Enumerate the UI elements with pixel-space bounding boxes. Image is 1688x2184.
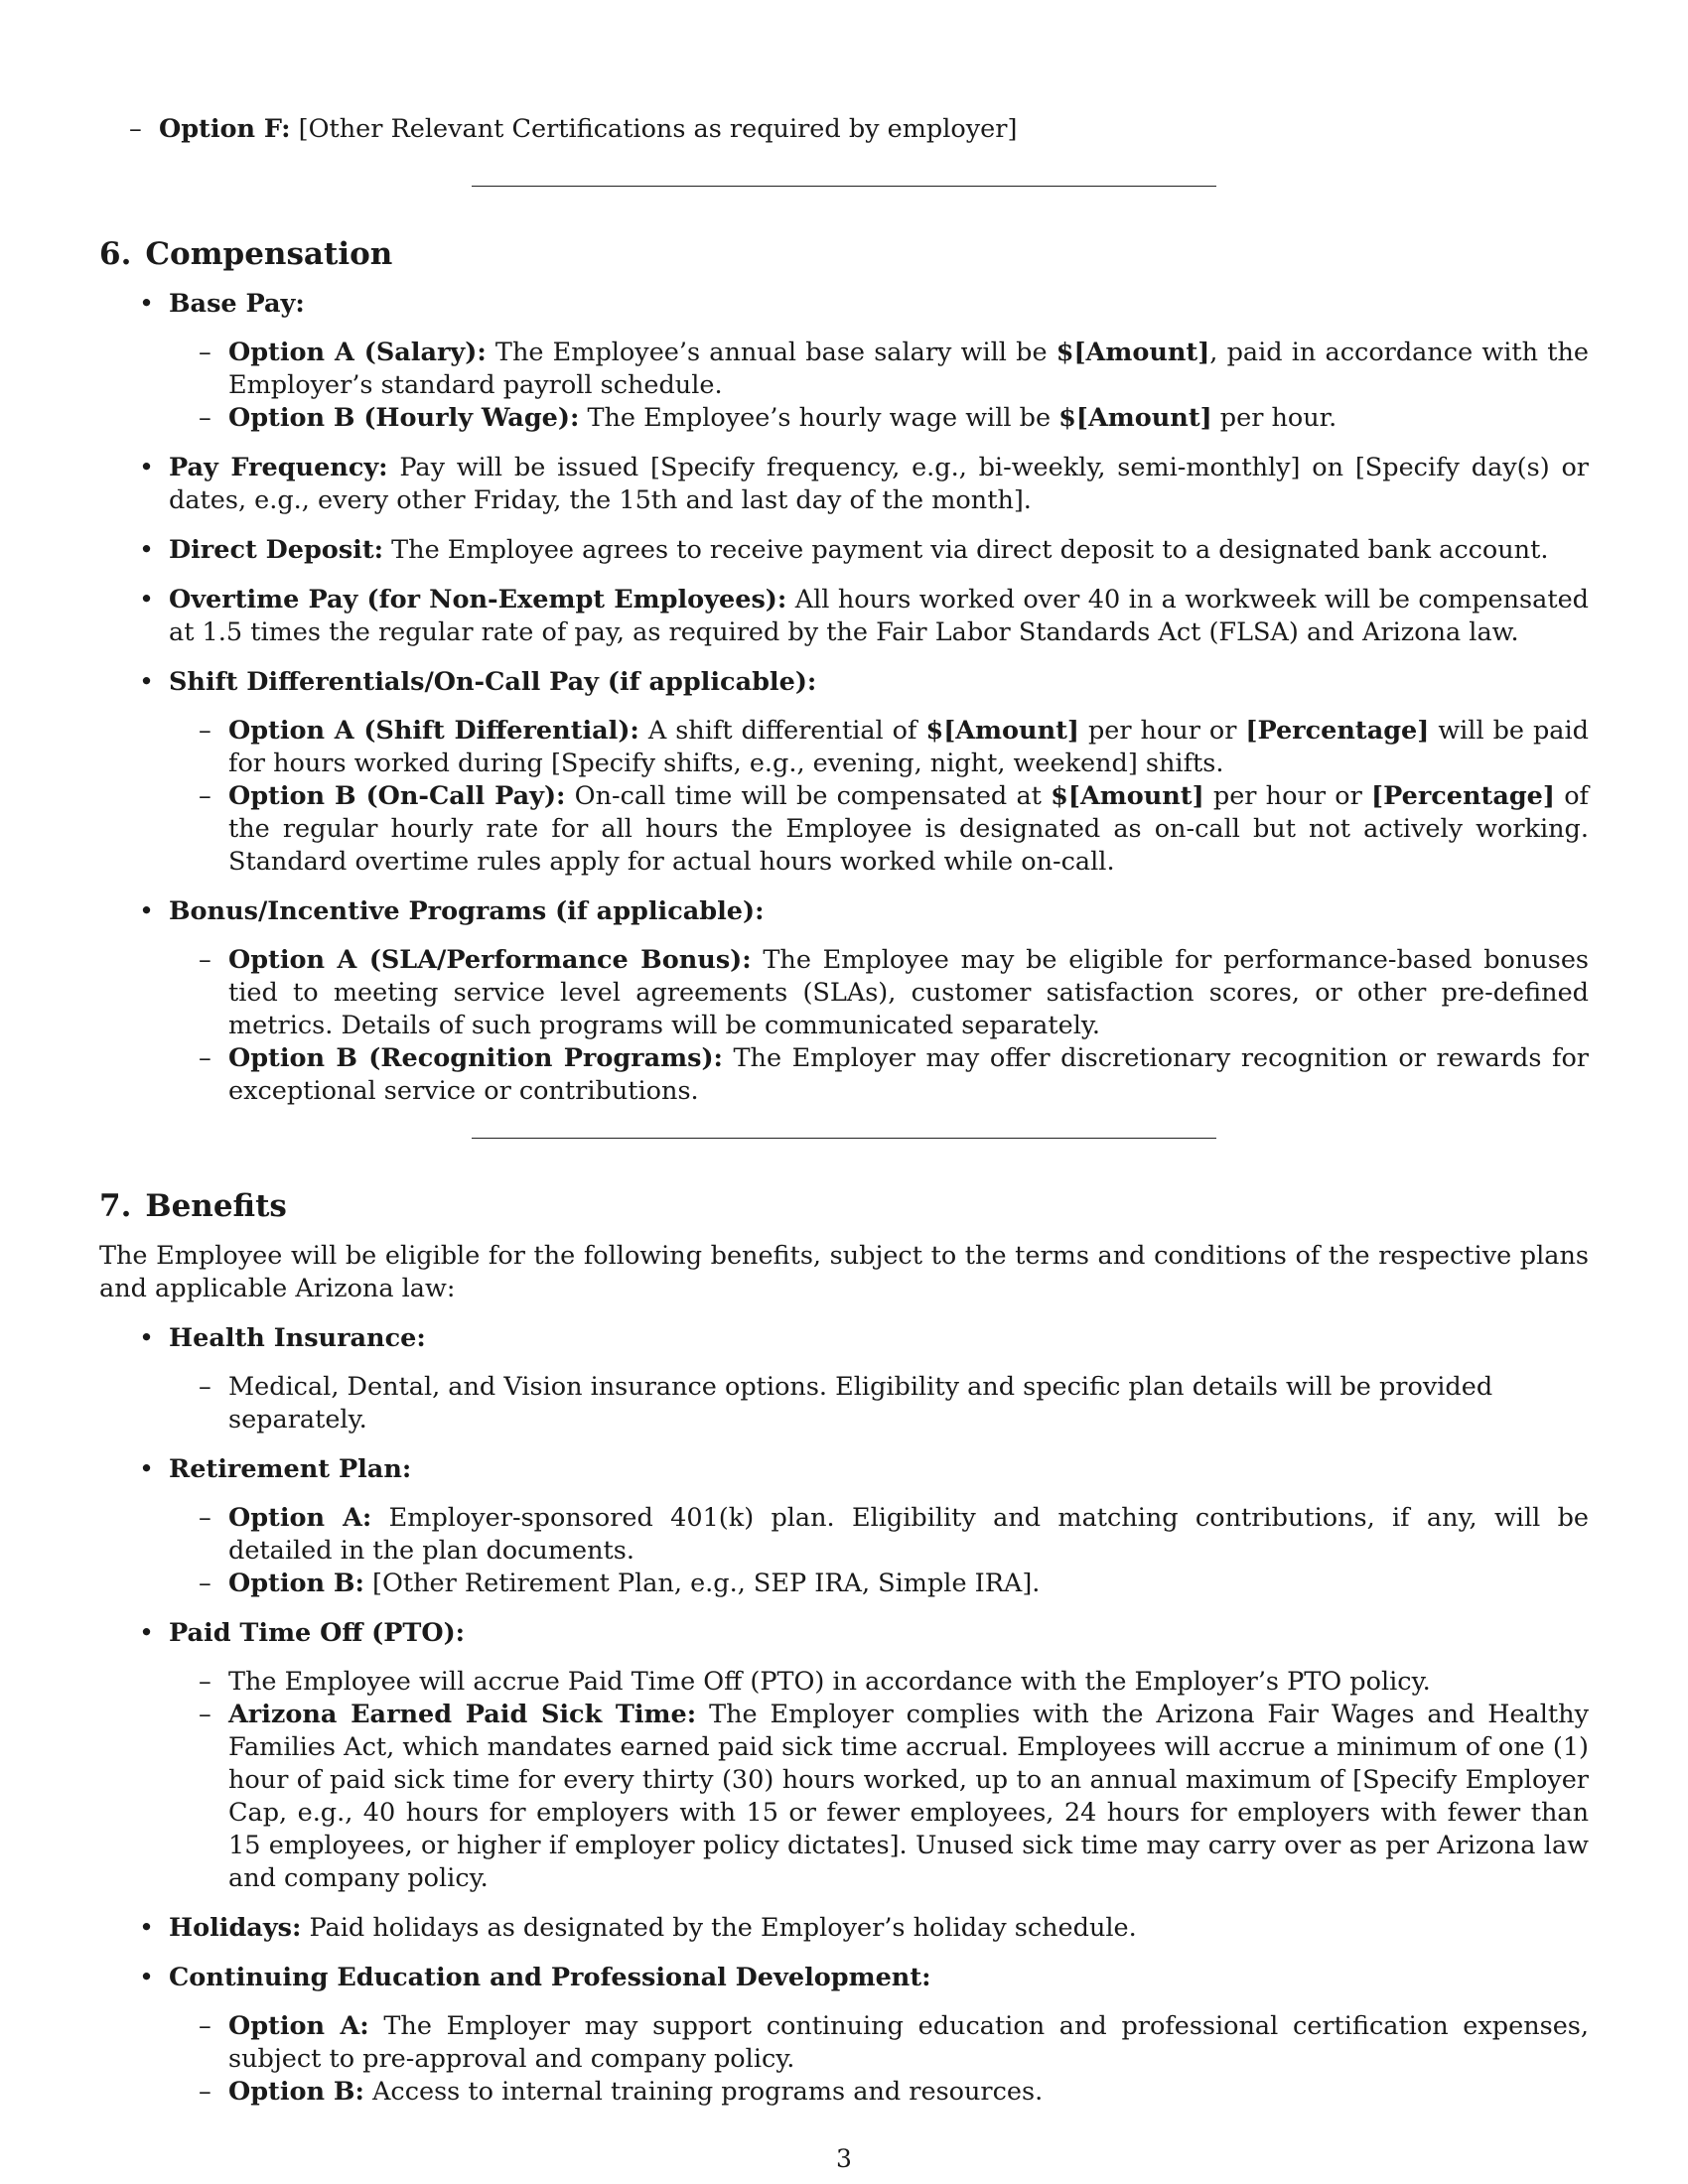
retirement-option-b: – Option B: [Other Retirement Plan, e.g., SEP IRA, Simple IRA].	[228, 1568, 1589, 1600]
document-page	[99, 97, 1589, 2125]
direct-deposit-item: • Direct Deposit: The Employee agrees to receive payment via direct deposit to a designated bank account.	[169, 534, 1589, 567]
section-divider	[472, 186, 1216, 187]
education-option-a: – Option A: The Employer may support continuing education and professional certification expenses, subject to pre-approval and company policy.	[228, 2010, 1589, 2076]
health-insurance-detail: – Medical, Dental, and Vision insurance options. Eligibility and specific plan details will be provided separately.	[228, 1371, 1589, 1436]
education-option-b: – Option B: Access to internal training programs and resources.	[228, 2076, 1589, 2109]
benefits-list	[99, 1322, 1589, 2109]
shift-option-b: – Option B (On-Call Pay): On-call time will be compensated at $[Amount] per hour or [Percentage] of the regular hourly rate for all hours the Employee is designated as on-call but not actively working. Standard overtime rules apply for actual hours worked while on-call.	[228, 780, 1589, 879]
shift-option-a: – Option A (Shift Differential): A shift differential of $[Amount] per hour or [Percentage] will be paid for hours worked during [Specify shifts, e.g., evening, night, weekend] shifts.	[228, 715, 1589, 780]
pto-accrual-detail: – The Employee will accrue Paid Time Off (PTO) in accordance with the Employer’s PTO policy.	[228, 1666, 1589, 1699]
paid-sick-time-detail: – Arizona Earned Paid Sick Time: The Employer complies with the Arizona Fair Wages and Healthy Families Act, which mandates earned paid sick time accrual. Employees will accrue a minimum of one (1) hour of paid sick time for every thirty (30) hours worked, up to an annual maximum of [Specify Employer Cap, e.g., 40 hours for employers with 15 or fewer employees, 24 hours for employers with fewer than 15 employees, or higher if employer policy dictates]. Unused sick time may carry over as per Arizona law and company policy.	[228, 1699, 1589, 1895]
shift-differentials-item: • Shift Differentials/On-Call Pay (if applicable): – Option A (Shift Differential): A shift differential of $[Amount] per hour or [Percentage] will be paid for hours worked during [Specify shifts, e.g., evening, night, weekend] shifts. – Option B (On-Call Pay): On-call time will be compensated at $[Amount] per hour or [Percentage] of the regular hourly rate for all hours the Employee is designated as on-call but not actively working. Standard overtime rules apply for actual hours worked while on-call.	[169, 666, 1589, 879]
base-pay-option-b: – Option B (Hourly Wage): The Employee’s hourly wage will be $[Amount] per hour.	[228, 402, 1589, 435]
retirement-plan-item: • Retirement Plan: – Option A: Employer-sponsored 401(k) plan. Eligibility and matching contributions, if any, will be detailed in the plan documents. – Option B: [Other Retirement Plan, e.g., SEP IRA, Simple IRA].	[169, 1453, 1589, 1600]
pto-item: • Paid Time Off (PTO): – The Employee will accrue Paid Time Off (PTO) in accordance with the Employer’s PTO policy. – Arizona Earned Paid Sick Time: The Employer complies with the Arizona Fair Wages and Healthy Families Act, which mandates earned paid sick time accrual. Employees will accrue a minimum of one (1) hour of paid sick time for every thirty (30) hours worked, up to an annual maximum of [Specify Employer Cap, e.g., 40 hours for employers with 15 or fewer employees, 24 hours for employers with fewer than 15 employees, or higher if employer policy dictates]. Unused sick time may carry over as per Arizona law and company policy.	[169, 1617, 1589, 1895]
page-number: 3	[836, 2144, 852, 2173]
section-divider	[472, 1138, 1216, 1139]
bonus-option-b: – Option B (Recognition Programs): The Employer may offer discretionary recognition or rewards for exceptional service or contributions.	[228, 1042, 1589, 1108]
retirement-option-a: – Option A: Employer-sponsored 401(k) plan. Eligibility and matching contributions, if any, will be detailed in the plan documents.	[228, 1502, 1589, 1568]
health-insurance-item: • Health Insurance: – Medical, Dental, and Vision insurance options. Eligibility and specific plan details will be provided separately.	[169, 1322, 1589, 1436]
bonus-option-a: – Option A (SLA/Performance Bonus): The Employee may be eligible for performance-based bonuses tied to meeting service level agreements (SLAs), customer satisfaction scores, or other pre-defined metrics. Details of such programs will be communicated separately.	[228, 944, 1589, 1042]
section-heading-benefits: 7. Benefits	[99, 1188, 287, 1224]
base-pay-option-a: – Option A (Salary): The Employee’s annual base salary will be $[Amount], paid in accordance with the Employer’s standard payroll schedule.	[228, 337, 1589, 402]
bonus-incentive-item: • Bonus/Incentive Programs (if applicable): – Option A (SLA/Performance Bonus): The Employee may be eligible for performance-based bonuses tied to meeting service level agreements (SLAs), customer satisfaction scores, or other pre-defined metrics. Details of such programs will be communicated separately. – Option B (Recognition Programs): The Employer may offer discretionary recognition or rewards for exceptional service or contributions.	[169, 895, 1589, 1108]
holidays-item: • Holidays: Paid holidays as designated by the Employer’s holiday schedule.	[169, 1912, 1589, 1945]
benefits-intro: The Employee will be eligible for the following benefits, subject to the terms and conditions of the respective plans and applicable Arizona law:	[99, 1241, 1589, 1303]
compensation-list	[99, 288, 1589, 1108]
certification-options-list	[99, 113, 1589, 146]
section-heading-compensation: 6. Compensation	[99, 236, 393, 272]
option-f-item: – Option F: [Other Relevant Certifications as required by employer]	[159, 113, 1589, 146]
overtime-pay-item: • Overtime Pay (for Non-Exempt Employees): All hours worked over 40 in a workweek will be compensated at 1.5 times the regular rate of pay, as required by the Fair Labor Standards Act (FLSA) and Arizona law.	[169, 584, 1589, 649]
continuing-education-item: • Continuing Education and Professional Development: – Option A: The Employer may support continuing education and professional certification expenses, subject to pre-approval and company policy. – Option B: Access to internal training programs and resources.	[169, 1962, 1589, 2109]
base-pay-item: • Base Pay: – Option A (Salary): The Employee’s annual base salary will be $[Amount], paid in accordance with the Employer’s standard payroll schedule. – Option B (Hourly Wage): The Employee’s hourly wage will be $[Amount] per hour.	[169, 288, 1589, 435]
pay-frequency-item: • Pay Frequency: Pay will be issued [Specify frequency, e.g., bi-weekly, semi-monthly] on [Specify day(s) or dates, e.g., every other Friday, the 15th and last day of the month].	[169, 452, 1589, 517]
